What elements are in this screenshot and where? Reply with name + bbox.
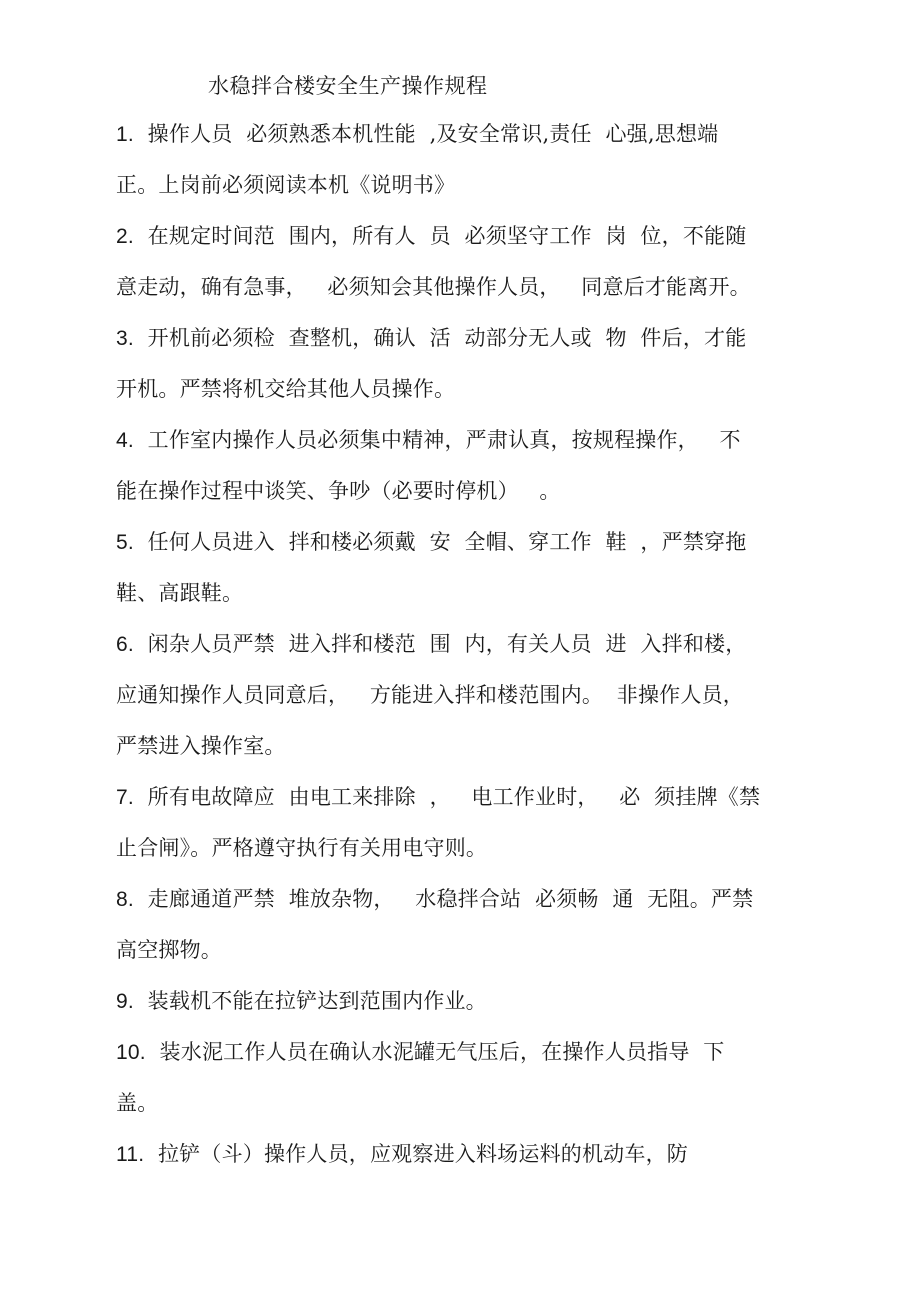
rule-item-line [116,423,796,474]
rule-text: 装载机不能在拉铲达到范围内作业。 [133,989,487,1013]
rule-continuation-line [116,474,796,525]
rule-item-line [116,525,796,576]
rule-number: 11. [116,1143,145,1166]
rule-text: 拉铲（斗）操作人员，应观察进入料场运料的机动车，防 [144,1142,688,1166]
rule-number: 3. [116,327,134,350]
rule-text: 闲杂人员严禁 进入拌和楼范 围 内，有关人员 进 入拌和楼， [133,632,747,656]
rule-continuation-line [116,1086,796,1137]
rule-item-line [116,1035,796,1086]
rule-number: 9. [116,990,134,1013]
document-title: 水稳拌合楼安全生产操作规程 [208,74,488,98]
rule-text: 任何人员进入 拌和楼必须戴 安 全帽、穿工作 鞋 ，严禁穿拖 [133,530,747,554]
rule-text: 高空掷物。 [116,938,222,962]
rule-item-line [116,117,796,168]
rule-text: 走廊通道严禁 堆放杂物， 水稳拌合站 必须畅 通 无阻。严禁 [133,887,754,911]
rule-continuation-line [116,576,796,627]
rule-number: 6. [116,633,134,656]
rule-continuation-line [116,678,796,729]
rule-text: 正。上岗前必须阅读本机《说明书》 [116,173,456,197]
rule-continuation-line [116,831,796,882]
rule-item-line [116,627,796,678]
rule-text: 装水泥工作人员在确认水泥罐无气压后，在操作人员指导 下 [145,1040,725,1064]
rule-text: 操作人员 必须熟悉本机性能 ,及安全常识,责任 心强,思想端 [133,122,719,146]
rule-number: 2. [116,225,134,248]
rule-text: 所有电故障应 由电工来排除 ， 电工作业时， 必 须挂牌《禁 [133,785,761,809]
rule-text: 应通知操作人员同意后， 方能进入拌和楼范围内。 非操作人员， [116,683,744,707]
rule-item-line [116,1137,796,1188]
rule-text: 在规定时间范 围内，所有人 员 必须坚守工作 岗 位，不能随 [133,224,747,248]
rule-number: 8. [116,888,134,911]
rule-item-line [116,780,796,831]
document-body [116,117,796,1188]
rule-item-line [116,882,796,933]
rule-number: 7. [116,786,134,809]
rule-item-line [116,219,796,270]
rule-text: 开机。严禁将机交给其他人员操作。 [116,377,456,401]
rule-text: 意走动，确有急事， 必须知会其他操作人员， 同意后才能离开。 [116,275,751,299]
rule-continuation-line [116,372,796,423]
rule-text: 能在操作过程中谈笑、争吵（必要时停机） 。 [116,479,561,503]
rule-text: 工作室内操作人员必须集中精神，严肃认真，按规程操作， 不 [133,428,741,452]
rule-text: 严禁进入操作室。 [116,734,286,758]
rule-continuation-line [116,270,796,321]
rule-number: 1. [116,123,134,146]
rule-text: 开机前必须检 查整机，确认 活 动部分无人或 物 件后，才能 [133,326,747,350]
rule-number: 4. [116,429,134,452]
rule-text: 鞋、高跟鞋。 [116,581,244,605]
rule-continuation-line [116,729,796,780]
rule-text: 止合闸》。严格遵守执行有关用电守则。 [116,836,488,860]
rule-number: 10. [116,1041,146,1064]
rule-item-line [116,321,796,372]
rule-text: 盖。 [116,1091,159,1115]
rule-item-line [116,984,796,1035]
rule-number: 5. [116,531,134,554]
rule-continuation-line [116,168,796,219]
rule-continuation-line [116,933,796,984]
